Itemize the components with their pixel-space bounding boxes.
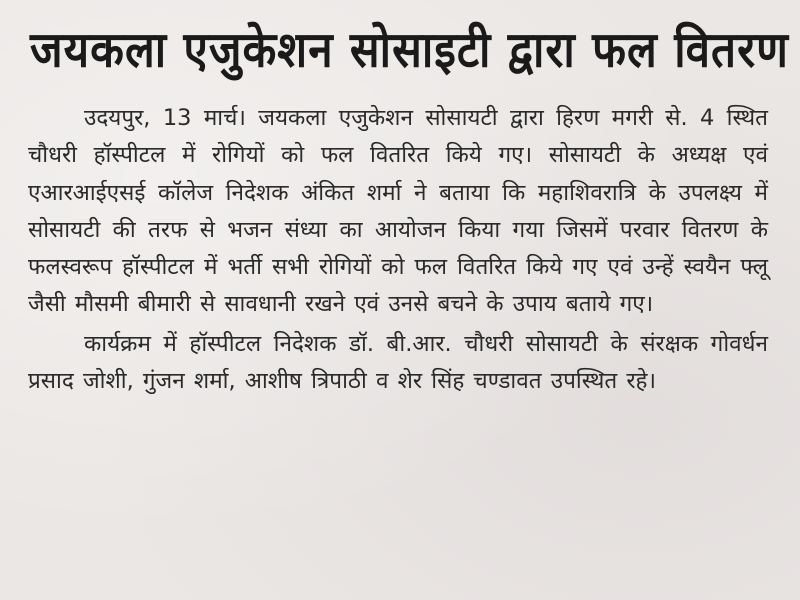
article-paragraph-2: कार्यक्रम में हॉस्पीटल निदेशक डॉ. बी.आर. चौधरी सोसायटी के संरक्षक गोवर्धन प्रसाद जोशी, गुंजन शर्मा, आशीष त्रिपाठी व शेर सिंह चण्डावत उपस्थित रहे। [28,330,768,395]
article-paragraph-1: उदयपुर, 13 मार्च। जयकला एजुकेशन सोसायटी द्वारा हिरण मगरी से. 4 स्थित चौधरी हॉस्पीटल में रोगियों को फल वितरित किये गए। सोसायटी के अध्यक्ष एवं एआरआईएसई कॉलेज निदेशक अंकित शर्मा ने बताया कि महाशिवरात्रि के उपलक्ष्य में सोसायटी की तरफ से भजन संध्या का आयोजन किया गया जिसमें परवार वितरण के फलस्वरूप हॉस्पीटल में भर्ती सभी रोगियों को फल वितरित किये गए एवं उन्हें स्वयैन फ्लू जैसी मौसमी बीमारी से सावधानी रखने एवं उनसे बचने के उपाय बताये गए। [28,105,768,318]
article-body [28,100,768,400]
headline: जयकला एजुकेशन सोसाइटी द्वारा फल वितरण [30,21,789,79]
